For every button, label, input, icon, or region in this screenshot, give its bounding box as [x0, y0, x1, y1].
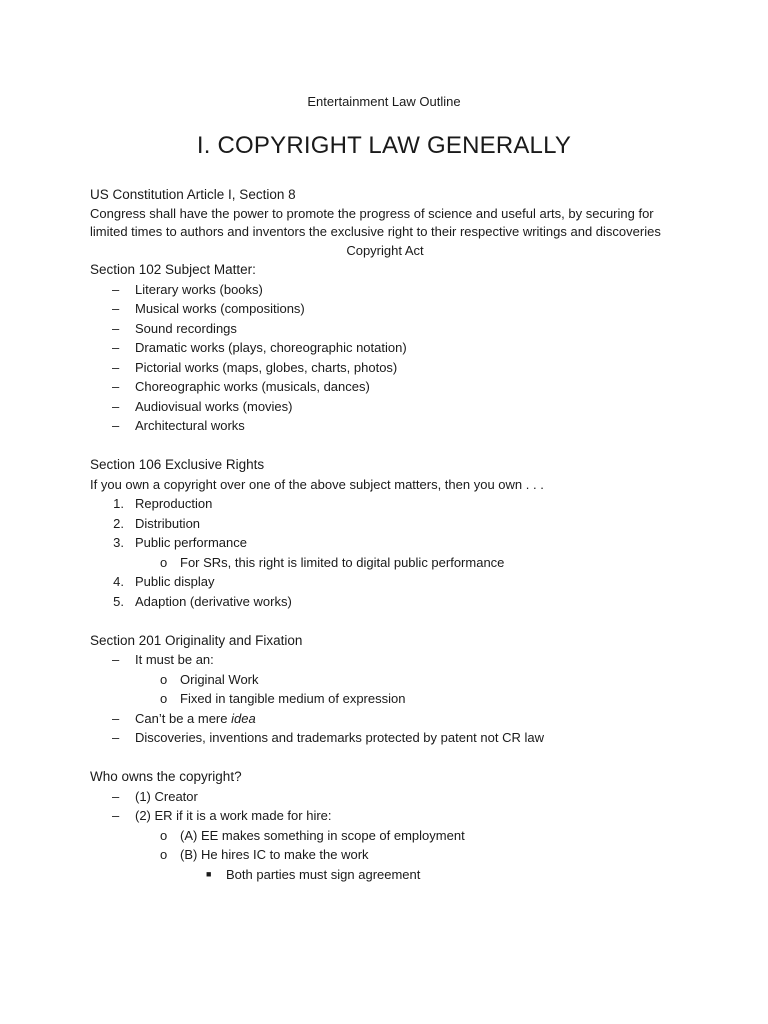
- section-106-list: [90, 494, 680, 611]
- list-item: – (2) ER if it is a work made for hire:: [90, 806, 680, 826]
- section-102-list: [90, 280, 680, 436]
- circle-marker: o: [160, 847, 168, 862]
- list-item: 3. Public performance: [113, 535, 247, 550]
- circle-marker: o: [160, 671, 168, 687]
- section-201-list: [90, 650, 680, 748]
- list-item: – Audiovisual works (movies): [90, 397, 680, 417]
- list-item: – Sound recordings: [90, 319, 680, 339]
- dash-marker: –: [112, 710, 120, 726]
- dash-marker: –: [112, 652, 120, 667]
- copyright-act-label: Copyright Act: [346, 242, 424, 258]
- dash-marker: –: [112, 301, 120, 316]
- dash-marker: –: [112, 320, 120, 336]
- constitution-text: Congress shall have the power to promote the progress of science and useful arts, by securing for limited times to authors and inventors the exclusive right to their respective writings and discoveries: [90, 205, 661, 239]
- dash-marker: –: [112, 730, 120, 745]
- constitution-heading: US Constitution Article I, Section 8: [90, 187, 296, 202]
- list-item: – Pictorial works (maps, globes, charts, photos): [90, 358, 680, 378]
- sub-sub-list-item: ■ Both parties must sign agreement: [90, 865, 680, 885]
- dash-marker: –: [112, 788, 120, 804]
- dash-marker: –: [112, 808, 120, 823]
- sub-list-item: o (B) He hires IC to make the work: [90, 845, 680, 865]
- circle-marker: o: [160, 827, 168, 843]
- emphasis-idea: idea: [231, 710, 256, 726]
- dash-marker: –: [112, 379, 120, 394]
- list-item: 1. Reproduction: [113, 496, 213, 511]
- document-title: Entertainment Law Outline: [307, 94, 461, 109]
- list-item: – Choreographic works (musicals, dances): [90, 377, 680, 397]
- dash-marker: –: [112, 281, 120, 297]
- list-item: 5. Adaption (derivative works): [113, 593, 292, 609]
- dash-marker: –: [112, 398, 120, 414]
- circle-marker: o: [160, 554, 168, 570]
- owner-heading: Who owns the copyright?: [90, 769, 242, 784]
- dash-marker: –: [112, 418, 120, 433]
- sub-list-item: o Fixed in tangible medium of expression: [90, 689, 680, 709]
- dash-marker: –: [112, 359, 120, 375]
- dash-marker: –: [112, 340, 120, 355]
- list-item: – Musical works (compositions): [90, 299, 680, 319]
- list-item: – It must be an:: [90, 650, 680, 670]
- section-201-heading: Section 201 Originality and Fixation: [90, 632, 303, 648]
- list-item: 4. Public display: [113, 574, 215, 589]
- list-item: 2. Distribution: [113, 515, 201, 531]
- list-item: – Discoveries, inventions and trademarks protected by patent not CR law: [90, 728, 680, 748]
- list-item: – Literary works (books): [90, 280, 680, 300]
- document-body: [90, 185, 680, 884]
- section-102-heading: Section 102 Subject Matter:: [90, 262, 256, 277]
- list-item: – (1) Creator: [90, 787, 680, 807]
- owner-list: [90, 787, 680, 885]
- sub-list-item: o (A) EE makes something in scope of employment: [90, 826, 680, 846]
- list-item: – Can’t be a mere idea: [90, 709, 680, 729]
- sub-list-item: o Original Work: [90, 670, 680, 690]
- main-heading: I. COPYRIGHT LAW GENERALLY: [196, 132, 572, 159]
- square-marker: ■: [206, 868, 212, 879]
- list-item: – Architectural works: [90, 416, 680, 436]
- list-item: – Dramatic works (plays, choreographic notation): [90, 338, 680, 358]
- section-106-heading: Section 106 Exclusive Rights: [90, 457, 265, 472]
- sub-list-item: o For SRs, this right is limited to digital public performance: [90, 553, 680, 573]
- section-106-intro: If you own a copyright over one of the above subject matters, then you own . . .: [90, 476, 544, 492]
- circle-marker: o: [160, 691, 168, 706]
